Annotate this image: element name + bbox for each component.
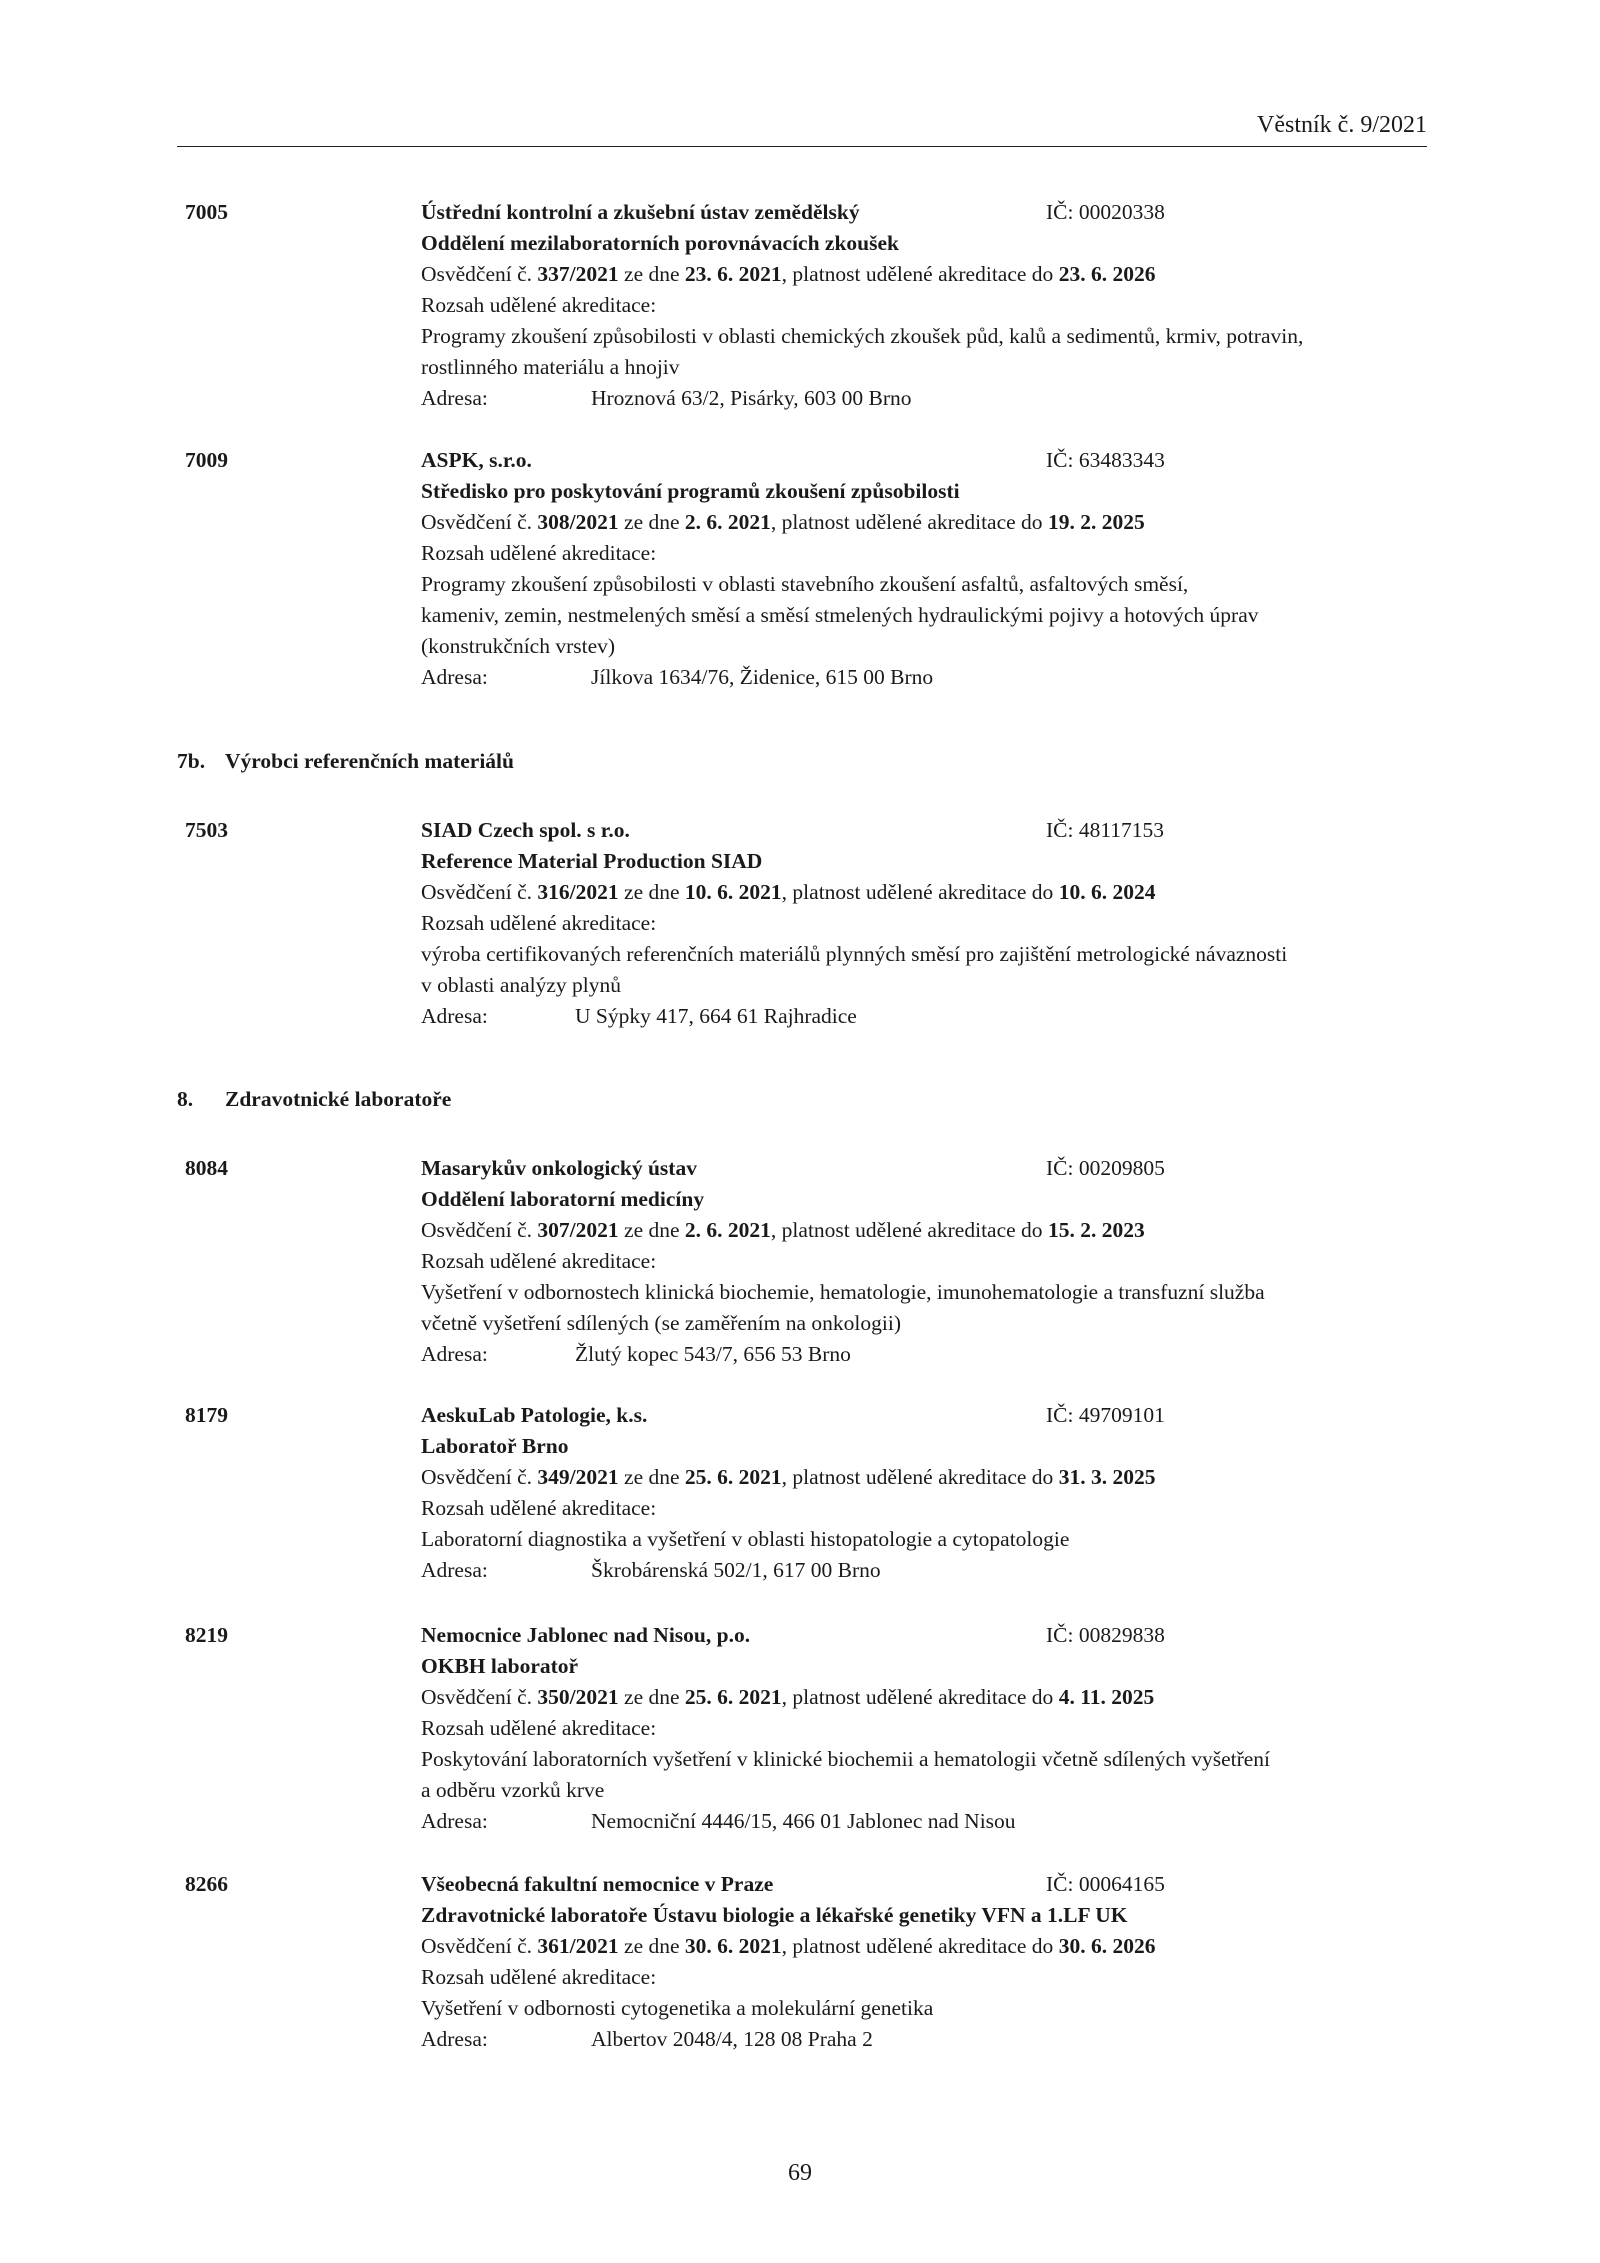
entry-ic: IČ: 63483343 bbox=[1046, 448, 1165, 472]
entry-code: 7009 bbox=[185, 448, 228, 472]
entry-code: 8266 bbox=[185, 1872, 228, 1896]
entry-department: OKBH laboratoř bbox=[421, 1654, 579, 1678]
entry-scope-line: Poskytování laboratorních vyšetření v klinické biochemii a hematologii včetně sdílených vyšetření bbox=[421, 1747, 1271, 1771]
entry-address: Adresa: Nemocniční 4446/15, 466 01 Jablonec nad Nisou bbox=[421, 1809, 1016, 1833]
entry-department: Středisko pro poskytování programů zkoušení způsobilosti bbox=[421, 479, 960, 503]
entry-code: 8084 bbox=[185, 1156, 228, 1180]
entry-certificate: Osvědčení č. 350/2021 ze dne 25. 6. 2021, platnost udělené akreditace do 4. 11. 2025 bbox=[421, 1685, 1155, 1709]
entry-certificate: Osvědčení č. 361/2021 ze dne 30. 6. 2021, platnost udělené akreditace do 30. 6. 2026 bbox=[421, 1934, 1156, 1958]
entry-name: SIAD Czech spol. s r.o. bbox=[421, 818, 630, 842]
entry-scope-line: a odběru vzorků krve bbox=[421, 1778, 605, 1802]
entry-name: Masarykův onkologický ústav bbox=[421, 1156, 697, 1180]
entry-name: AeskuLab Patologie, k.s. bbox=[421, 1403, 648, 1427]
entry-certificate: Osvědčení č. 337/2021 ze dne 23. 6. 2021, platnost udělené akreditace do 23. 6. 2026 bbox=[421, 262, 1156, 286]
entry-scope-line: (konstrukčních vrstev) bbox=[421, 634, 616, 658]
entry-scope-label: Rozsah udělené akreditace: bbox=[421, 541, 657, 565]
entry-scope-line: v oblasti analýzy plynů bbox=[421, 973, 622, 997]
entry-name: Všeobecná fakultní nemocnice v Praze bbox=[421, 1872, 774, 1896]
entry-certificate: Osvědčení č. 307/2021 ze dne 2. 6. 2021, platnost udělené akreditace do 15. 2. 2023 bbox=[421, 1218, 1145, 1242]
entry-address: Adresa: U Sýpky 417, 664 61 Rajhradice bbox=[421, 1004, 857, 1028]
entry-scope-label: Rozsah udělené akreditace: bbox=[421, 1716, 657, 1740]
entry-scope-line: Programy zkoušení způsobilosti v oblasti chemických zkoušek půd, kalů a sedimentů, krmiv, potravin, bbox=[421, 324, 1304, 348]
entry-scope-label: Rozsah udělené akreditace: bbox=[421, 1249, 657, 1273]
entry-code: 7503 bbox=[185, 818, 228, 842]
entry-code: 8219 bbox=[185, 1623, 228, 1647]
section-heading: 8. Zdravotnické laboratoře bbox=[177, 1087, 452, 1111]
entry-name: ASPK, s.r.o. bbox=[421, 448, 532, 472]
entry-scope-label: Rozsah udělené akreditace: bbox=[421, 911, 657, 935]
entry-certificate: Osvědčení č. 308/2021 ze dne 2. 6. 2021, platnost udělené akreditace do 19. 2. 2025 bbox=[421, 510, 1145, 534]
entry-scope-label: Rozsah udělené akreditace: bbox=[421, 1965, 657, 1989]
entry-ic: IČ: 00209805 bbox=[1046, 1156, 1165, 1180]
entry-department: Reference Material Production SIAD bbox=[421, 849, 763, 873]
entry-name: Ústřední kontrolní a zkušební ústav zemědělský bbox=[421, 200, 860, 224]
entry-ic: IČ: 00020338 bbox=[1046, 200, 1165, 224]
entry-ic: IČ: 00829838 bbox=[1046, 1623, 1165, 1647]
entry-scope-line: kameniv, zemin, nestmelených směsí a směsí stmelených hydraulickými pojivy a hotových úprav bbox=[421, 603, 1259, 627]
entry-address: Adresa: Škrobárenská 502/1, 617 00 Brno bbox=[421, 1558, 881, 1582]
page-header: Věstník č. 9/2021 bbox=[177, 112, 1427, 147]
entry-department: Oddělení laboratorní medicíny bbox=[421, 1187, 705, 1211]
entry-department: Zdravotnické laboratoře Ústavu biologie a lékařské genetiky VFN a 1.LF UK bbox=[421, 1903, 1128, 1927]
entry-scope-label: Rozsah udělené akreditace: bbox=[421, 293, 657, 317]
entry-scope-line: Laboratorní diagnostika a vyšetření v oblasti histopatologie a cytopatologie bbox=[421, 1527, 1070, 1551]
entry-scope-line: Vyšetření v odbornosti cytogenetika a molekulární genetika bbox=[421, 1996, 934, 2020]
entry-ic: IČ: 00064165 bbox=[1046, 1872, 1165, 1896]
entry-ic: IČ: 49709101 bbox=[1046, 1403, 1165, 1427]
entry-code: 8179 bbox=[185, 1403, 228, 1427]
entry-scope-line: výroba certifikovaných referenčních materiálů plynných směsí pro zajištění metrologické návaznosti bbox=[421, 942, 1288, 966]
entry-code: 7005 bbox=[185, 200, 228, 224]
entry-address: Adresa: Hroznová 63/2, Pisárky, 603 00 Brno bbox=[421, 386, 912, 410]
entry-name: Nemocnice Jablonec nad Nisou, p.o. bbox=[421, 1623, 751, 1647]
entry-scope-line: Vyšetření v odbornostech klinická biochemie, hematologie, imunohematologie a transfuzní služba bbox=[421, 1280, 1265, 1304]
page-number: 69 bbox=[788, 2160, 812, 2186]
entry-department: Laboratoř Brno bbox=[421, 1434, 569, 1458]
entry-address: Adresa: Žlutý kopec 543/7, 656 53 Brno bbox=[421, 1342, 851, 1366]
entry-scope-line: včetně vyšetření sdílených (se zaměřením na onkologii) bbox=[421, 1311, 902, 1335]
entry-certificate: Osvědčení č. 316/2021 ze dne 10. 6. 2021, platnost udělené akreditace do 10. 6. 2024 bbox=[421, 880, 1156, 904]
entry-scope-label: Rozsah udělené akreditace: bbox=[421, 1496, 657, 1520]
section-heading: 7b. Výrobci referenčních materiálů bbox=[177, 749, 514, 773]
entry-scope-line: Programy zkoušení způsobilosti v oblasti stavebního zkoušení asfaltů, asfaltových směsí, bbox=[421, 572, 1189, 596]
entry-department: Oddělení mezilaboratorních porovnávacích zkoušek bbox=[421, 231, 899, 255]
entry-address: Adresa: Albertov 2048/4, 128 08 Praha 2 bbox=[421, 2027, 873, 2051]
entry-scope-line: rostlinného materiálu a hnojiv bbox=[421, 355, 680, 379]
entry-certificate: Osvědčení č. 349/2021 ze dne 25. 6. 2021, platnost udělené akreditace do 31. 3. 2025 bbox=[421, 1465, 1156, 1489]
entry-address: Adresa: Jílkova 1634/76, Židenice, 615 00 Brno bbox=[421, 665, 934, 689]
entry-ic: IČ: 48117153 bbox=[1046, 818, 1165, 842]
